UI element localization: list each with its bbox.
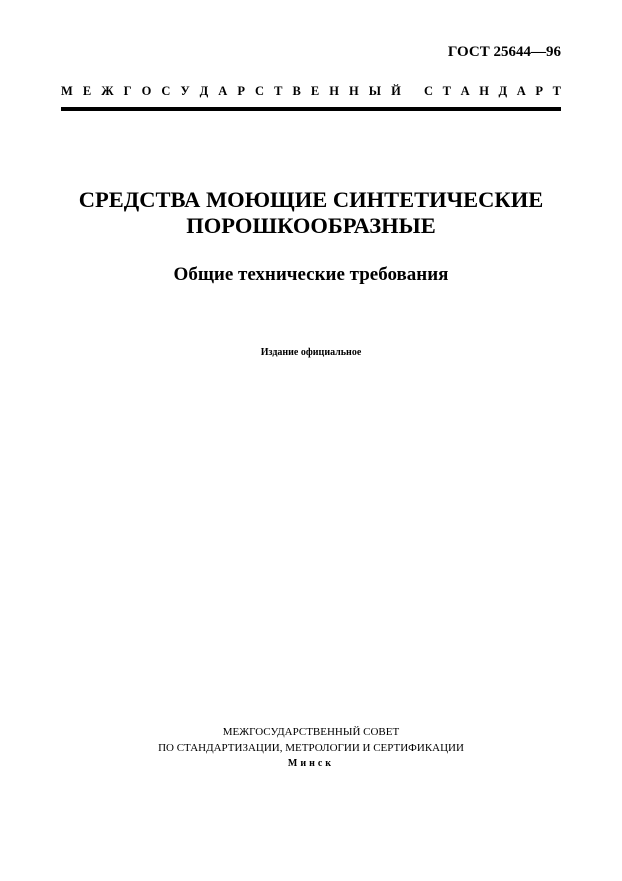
heading-letter: Е xyxy=(310,84,320,98)
heading-letter: Н xyxy=(479,84,489,98)
document-title-line-2: ПОРОШКООБРАЗНЫЕ xyxy=(186,213,436,238)
heading-letter: М xyxy=(61,84,73,98)
publisher-line-1: МЕЖГОСУДАРСТВЕННЫЙ СОВЕТ xyxy=(222,726,400,738)
standard-type-word-2 xyxy=(424,84,561,99)
standard-type-heading xyxy=(61,84,561,99)
heading-letter: Г xyxy=(123,84,132,98)
heading-letter: С xyxy=(424,84,434,98)
heading-letter: А xyxy=(218,84,228,98)
publisher-line-2: ПО СТАНДАРТИЗАЦИИ, МЕТРОЛОГИИ И СЕРТИФИКАЦИИ xyxy=(158,742,464,754)
heading-letter: Ы xyxy=(368,84,382,98)
heading-letter: Т xyxy=(274,84,283,98)
heading-letter: У xyxy=(180,84,190,98)
edition-note: Издание официальное xyxy=(260,347,362,358)
document-title xyxy=(0,187,622,239)
heading-letter: С xyxy=(255,84,265,98)
document-subtitle: Общие технические требования xyxy=(173,264,449,285)
heading-letter: Д xyxy=(498,84,508,98)
heading-letter: Р xyxy=(237,84,245,98)
header-divider-rule xyxy=(61,107,561,111)
gost-number: ГОСТ 25644—96 xyxy=(447,44,561,60)
publisher-city: Минск xyxy=(287,758,335,769)
heading-letter: А xyxy=(460,84,470,98)
heading-letter: О xyxy=(141,84,152,98)
heading-letter: Т xyxy=(552,84,561,98)
heading-letter: Ж xyxy=(101,84,114,98)
heading-letter: С xyxy=(161,84,171,98)
heading-letter: Д xyxy=(199,84,209,98)
heading-letter: Н xyxy=(329,84,339,98)
heading-letter: Р xyxy=(535,84,543,98)
heading-letter: Н xyxy=(348,84,359,98)
heading-letter: Е xyxy=(82,84,92,98)
publisher-block xyxy=(0,724,622,772)
standard-type-word-1 xyxy=(61,84,401,99)
heading-letter: А xyxy=(516,84,526,98)
document-title-line-1: СРЕДСТВА МОЮЩИЕ СИНТЕТИЧЕСКИЕ xyxy=(78,187,544,212)
heading-letter: Й xyxy=(391,84,401,98)
heading-letter: В xyxy=(292,84,301,98)
heading-letter: Т xyxy=(442,84,451,98)
